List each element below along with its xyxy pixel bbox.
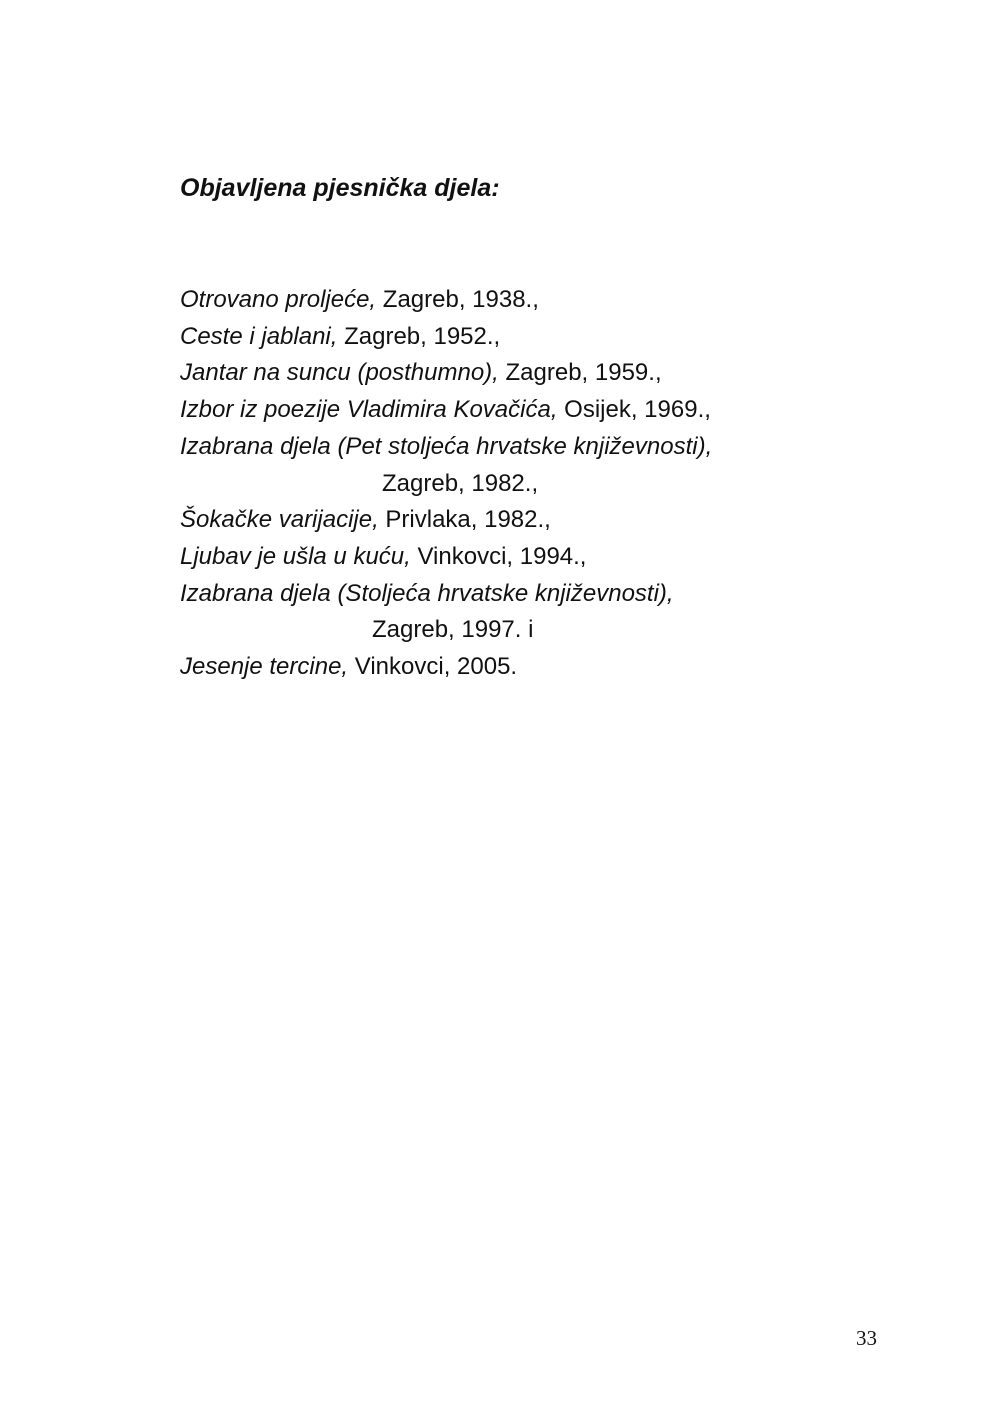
work-item	[180, 502, 712, 539]
work-title: Otrovano proljeće,	[180, 286, 377, 313]
work-title: Ceste i jablani,	[180, 322, 338, 350]
work-title: Jantar na suncu (posthumno),	[180, 359, 499, 387]
work-details: Zagreb, 1938.,	[376, 286, 539, 313]
published-works-list	[180, 282, 712, 686]
work-title: Izbor iz poezije Vladimira Kovačića,	[180, 396, 558, 424]
work-item	[180, 282, 712, 319]
work-title: Izabrana djela (Stoljeća hrvatske književnosti),	[180, 579, 674, 607]
section-heading: Objavljena pjesnička djela:	[180, 174, 500, 202]
work-title: Jesenje tercine,	[180, 653, 349, 681]
work-item	[180, 649, 712, 686]
work-item	[180, 429, 712, 502]
work-details: Vinkovci, 1994.,	[410, 542, 587, 570]
work-item	[180, 355, 712, 392]
work-details: Zagreb, 1959.,	[498, 359, 662, 387]
work-title: Šokačke varijacije,	[180, 506, 379, 534]
work-details: Zagreb, 1997. i	[372, 616, 534, 644]
work-title: Ljubav je ušla u kuću,	[180, 542, 411, 570]
work-details: Vinkovci, 2005.	[348, 653, 518, 681]
work-item	[180, 319, 712, 356]
work-item	[180, 539, 712, 576]
work-details: Privlaka, 1982.,	[378, 506, 551, 534]
work-title: Izabrana djela (Pet stoljeća hrvatske književnosti),	[180, 432, 713, 460]
work-details: Zagreb, 1982.,	[382, 469, 539, 497]
work-details: Osijek, 1969.,	[557, 396, 711, 424]
work-item	[180, 392, 712, 429]
work-item	[180, 576, 712, 649]
page-number: 33	[856, 1326, 877, 1350]
work-details: Zagreb, 1952.,	[337, 322, 501, 350]
